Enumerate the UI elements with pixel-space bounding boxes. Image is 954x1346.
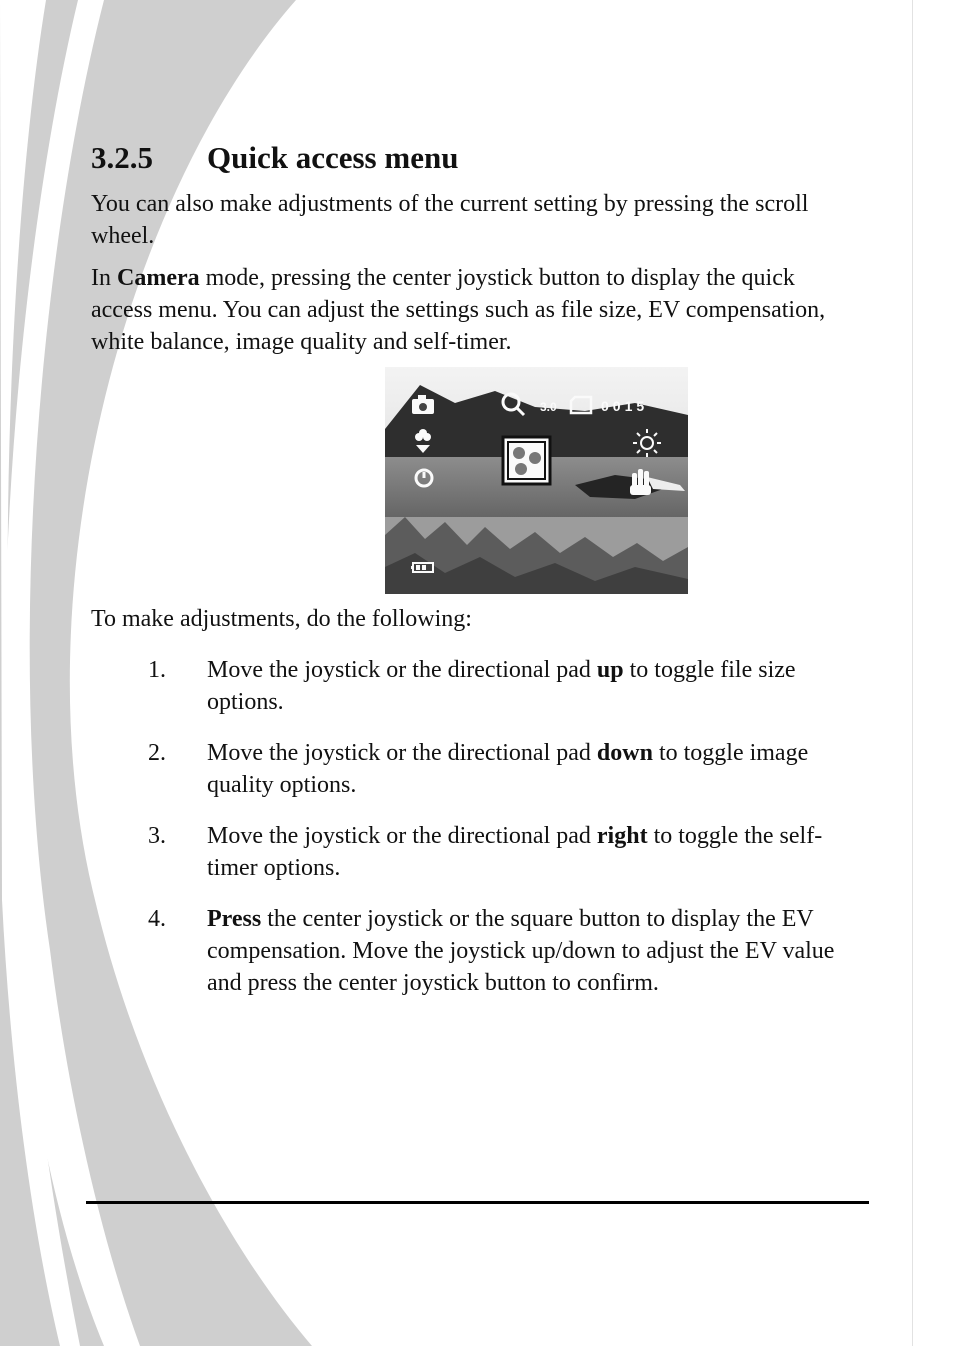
step-text: Move the joystick or the directional pad up to toggle file size options. [207,657,796,715]
shot-counter: 0015 [601,398,649,414]
direction-keyword: up [596,657,624,683]
intro-paragraph: You can also make adjustments of the current setting by pressing the scroll wheel. [91,191,809,249]
section-number: 3.2.5 [91,140,153,175]
section-heading [91,140,458,176]
camera-screen-image [385,367,688,594]
step-text: Press the center joystick or the square button to display the EV compensation. Move the joystick up/down to adjust the EV value and press the center joystick button to confirm. [207,906,835,996]
step-number: 3. [148,823,166,849]
step-number: 2. [148,740,166,766]
step-number: 4. [148,906,166,932]
step-text: Move the joystick or the directional pad down to toggle image quality options. [207,740,809,798]
footer-rule [86,1201,869,1204]
camera-mode-paragraph: In Camera mode, pressing the center joystick button to display the quick access menu. You can adjust the settings such as file size, EV compensation, white balance, image quality and self-timer. [91,265,826,355]
instructions-lead: To make adjustments, do the following: [91,606,472,632]
resolution-label: 3.0 [540,400,557,414]
action-keyword: Press [207,906,262,932]
direction-keyword: right [596,823,648,849]
step-number: 1. [148,657,166,683]
quality-icon [503,437,550,484]
section-title: Quick access menu [207,140,459,175]
direction-keyword: down [596,740,653,766]
step-text: Move the joystick or the directional pad right to toggle the self-timer options. [207,823,823,881]
camera-mode-label: Camera [117,265,200,291]
